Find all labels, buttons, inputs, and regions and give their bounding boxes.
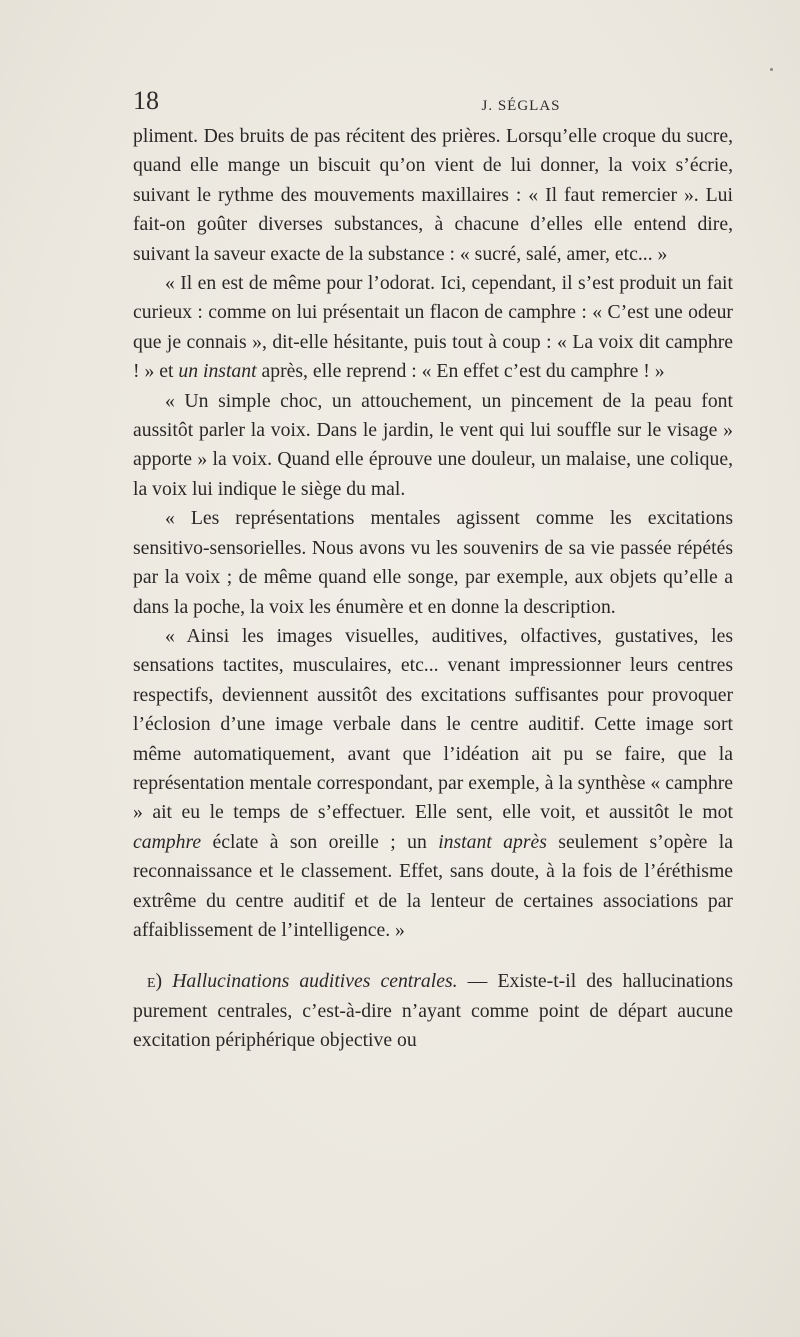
paragraph-2-text-b: après, elle reprend : « En effet c’est du camphre ! » — [256, 360, 665, 383]
paragraph-1 — [133, 122, 733, 269]
paragraph-4 — [133, 504, 733, 622]
paragraph-5-text-b: éclate à son oreille ; un — [201, 830, 439, 853]
paragraph-5-italic-b: instant après — [438, 830, 547, 853]
paragraph-4-text: « Les représentations mentales agissent comme les excitations sensitivo-sensorielles. Nous avons vu les souvenirs de sa vie passée répétés par la voix ; de même quand elle songe, par exemple, aux objets qu’elle a dans la poche, la voix les énumère et en donne la description. — [133, 507, 733, 618]
page-number: 18 — [133, 86, 159, 115]
paper-speck — [770, 68, 773, 71]
paragraph-5-italic-a: camphre — [133, 830, 202, 853]
paragraph-5 — [133, 622, 733, 945]
section-dash: — — [457, 970, 498, 993]
running-head: J. SÉGLAS — [481, 98, 561, 114]
body-text — [133, 122, 733, 1056]
paragraph-3-text: « Un simple choc, un attouchement, un pincement de la peau font aussitôt parler la voix. Dans le jardin, le vent qui lui souffle sur le visage » apporte » la voix. Quand elle éprouve une douleur, un malaise, une colique, la voix lui indique le siège du mal. — [133, 389, 733, 500]
page-header — [133, 86, 733, 116]
section-marker: e) — [147, 970, 163, 993]
paragraph-2-italic: un instant — [178, 360, 257, 383]
paragraph-2-text-a: « Il en est de même pour l’odorat. Ici, cependant, il s’est produit un fait curieux : comme on lui présentait un flacon de camphre : « C’est une odeur que je connais », dit-elle hésitante, puis tout à coup : « La voix dit camphre ! » et — [133, 272, 733, 383]
paragraph-3 — [133, 387, 733, 505]
paragraph-5-text-a: « Ainsi les images visuelles, auditives, olfactives, gustatives, les sensations tactites, musculaires, etc... venant impressionner leurs centres respectifs, deviennent aussitôt des excitations suffisantes pour provoquer l’éclosion d’une image verbale dans le centre auditif. Cette image sort même automatiquement, avant que l’idéation ait pu se faire, que la représentation mentale correspondant, par exemple, à la synthèse « camphre » ait eu le temps de s’effectuer. Elle sent, elle voit, et aussitôt le mot — [133, 624, 733, 824]
paragraph-2 — [133, 269, 733, 387]
section-text: Existe-t-il des hallucinations purement centrales, c’est-à-dire n’ayant comme point de départ aucune excitation périphérique objective ou — [133, 970, 734, 1052]
paragraph-1-text: pliment. Des bruits de pas récitent des prières. Lorsqu’elle croque du sucre, quand elle mange un biscuit qu’on vient de lui donner, la voix s’écrie, suivant le rythme des mouvements maxillaires : « Il faut remercier ». Lui fait-on goûter diverses substances, à chacune d’elles elle entend dire, suivant la saveur exacte de la substance : « sucré, salé, amer, etc... » — [133, 125, 733, 265]
section-paragraph — [133, 967, 733, 1055]
paragraph-5-text-c: seulement s’opère la reconnaissance et le classement. Effet, sans doute, à la fois de l’éréthisme extrême du centre auditif et de la lenteur de certaines associations par affaiblissement de l’intelligence. » — [133, 830, 733, 941]
section-title: Hallucinations auditives centrales. — [172, 970, 458, 993]
